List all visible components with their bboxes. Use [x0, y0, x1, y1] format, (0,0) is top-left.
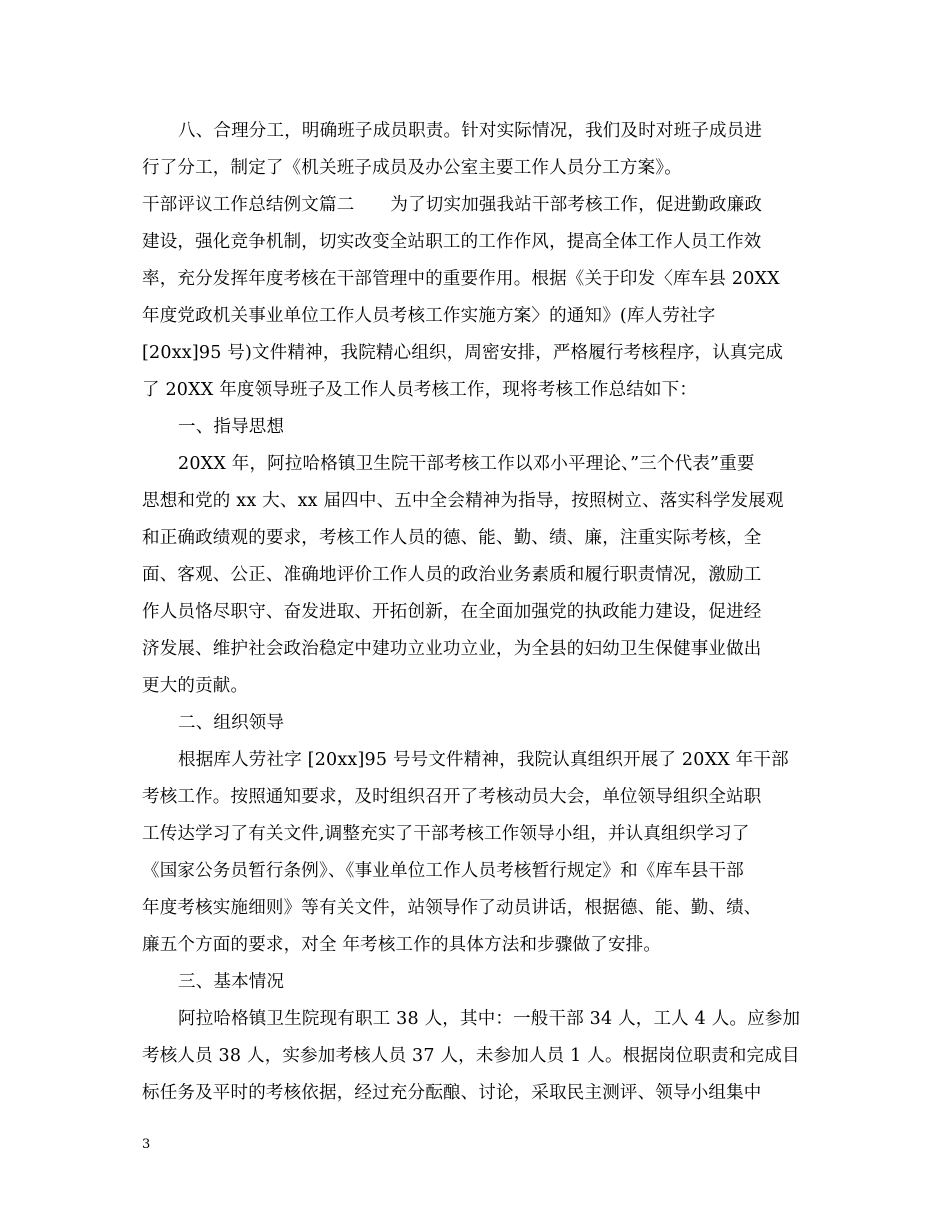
- section-heading: 二、组织领导: [178, 713, 285, 733]
- paragraph-line: 标任务及平时的考核依据，经过充分酝酿、讨论，采取民主测评、领导小组集中: [142, 1083, 762, 1103]
- paragraph-line: 工传达学习了有关文件,调整充实了干部考核工作领导小组，并认真组织学习了: [142, 824, 750, 844]
- paragraph-line: 年度党政机关事业单位工作人员考核工作实施方案〉的通知》(库人劳社字: [142, 306, 716, 326]
- paragraph-start: 为了切实加强我站干部考核工作，促进勤政廉政: [390, 195, 763, 215]
- paragraph-line: 更大的贡献。: [142, 676, 249, 696]
- paragraph-line: 考核人员 38 人，实参加考核人员 37 人，未参加人员 1 人。根据岗位职责和完成目: [142, 1046, 800, 1066]
- paragraph-line: 八、合理分工，明确班子成员职责。针对实际情况，我们及时对班子成员进: [178, 121, 763, 141]
- paragraph-line: 思想和党的 xx 大、xx 届四中、五中全会精神为指导，按照树立、落实科学发展观: [142, 491, 784, 511]
- paragraph-line: 考核工作。按照通知要求，及时组织召开了考核动员大会，单位领导组织全站职: [142, 787, 762, 807]
- paragraph-line: 20XX 年，阿拉哈格镇卫生院干部考核工作以邓小平理论、”三个代表”重要: [178, 454, 755, 474]
- paragraph-line: 年度考核实施细则》等有关文件，站领导作了动员讲话，根据德、能、勤、绩、: [142, 898, 762, 918]
- paragraph-line: 建设，强化竞争机制，切实改变全站职工的工作作风，提高全体工作人员工作效: [142, 232, 762, 252]
- paragraph-line: 面、客观、公正、准确地评价工作人员的政治业务素质和履行职责情况，激励工: [142, 565, 762, 585]
- paragraph-line: 行了分工，制定了《机关班子成员及办公室主要工作人员分工方案》。: [142, 158, 682, 178]
- paragraph-line: [20xx]95 号)文件精神，我院精心组织，周密安排，严格履行考核程序，认真完成: [142, 343, 784, 363]
- paragraph-line: 了 20XX 年度领导班子及工作人员考核工作，现将考核工作总结如下：: [142, 380, 698, 400]
- paragraph-line: 济发展、维护社会政治稳定中建功立业功立业，为全县的妇幼卫生保健事业做出: [142, 639, 762, 659]
- article-title: 干部评议工作总结例文篇二: [142, 195, 355, 215]
- paragraph-line: 作人员恪尽职守、奋发进取、开拓创新，在全面加强党的执政能力建设，促进经: [142, 602, 762, 622]
- paragraph-line: 根据库人劳社字 [20xx]95 号号文件精神，我院认真组织开展了 20XX 年干部: [178, 750, 789, 770]
- paragraph-line: 廉五个方面的要求，对全 年考核工作的具体方法和步骤做了安排。: [142, 935, 662, 955]
- section-heading: 一、指导思想: [178, 417, 285, 437]
- page-number: 3: [142, 1137, 151, 1152]
- paragraph-line: 率，充分发挥年度考核在干部管理中的重要作用。根据《关于印发〈库车县 20XX: [142, 269, 780, 289]
- paragraph-line: 阿拉哈格镇卫生院现有职工 38 人，其中：一般干部 34 人，工人 4 人。应参加: [178, 1009, 801, 1029]
- paragraph-line: 《国家公务员暂行条例》、《事业单位工作人员考核暂行规定》和《库车县干部: [142, 861, 744, 881]
- section-heading-line: [142, 195, 762, 215]
- paragraph-line: 和正确政绩观的要求，考核工作人员的德、能、勤、绩、廉，注重实际考核，全: [142, 528, 762, 548]
- section-heading: 三、基本情况: [178, 972, 285, 992]
